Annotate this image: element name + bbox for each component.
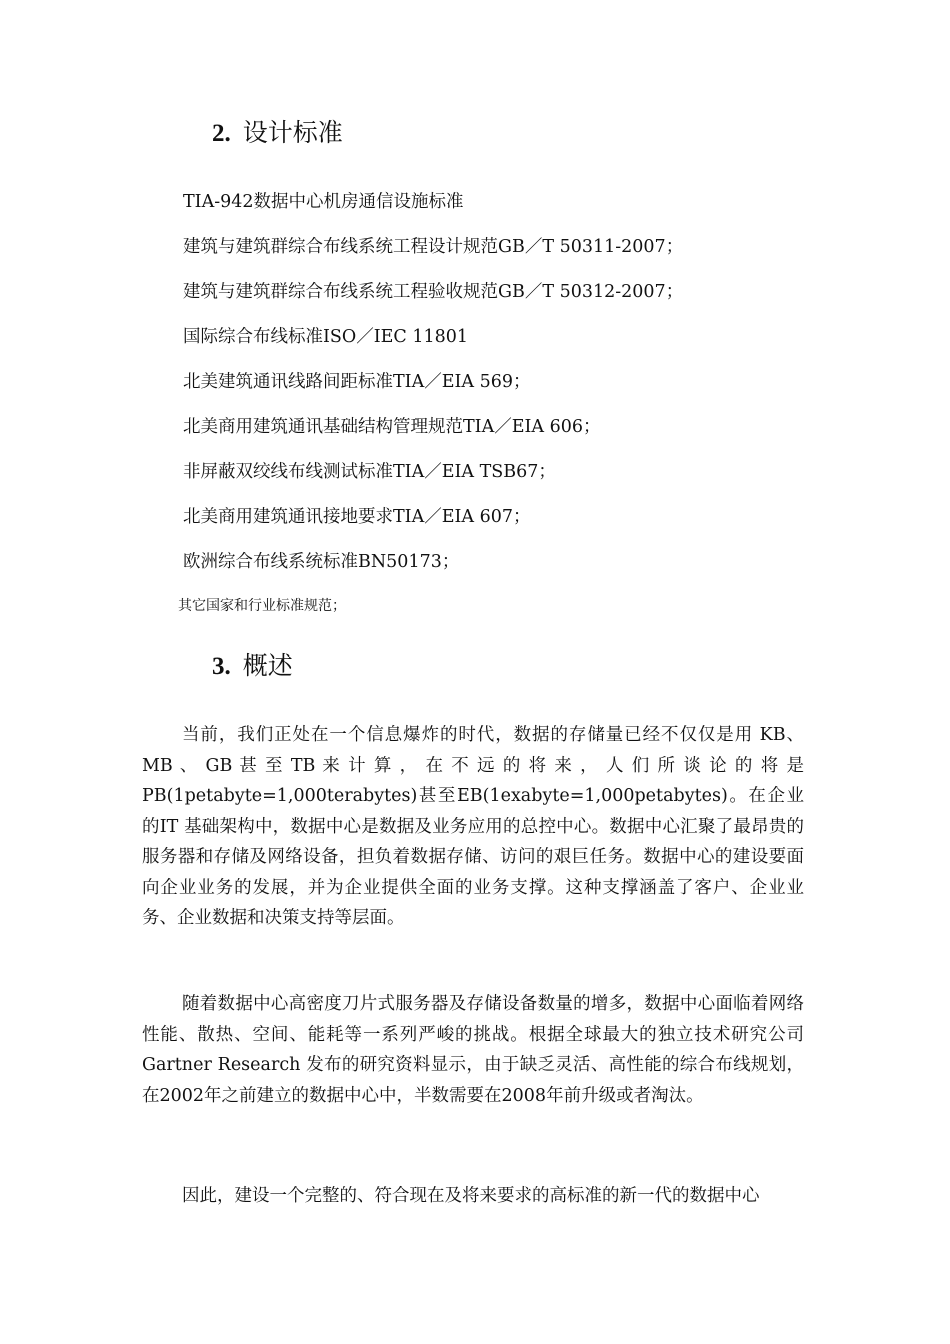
section-title: 概述	[242, 651, 293, 680]
list-item: 北美商用建筑通讯接地要求TIA／EIA 607；	[183, 507, 531, 527]
section-number: 3.	[212, 653, 231, 680]
list-item: 国际综合布线标准ISO／IEC 11801	[183, 327, 469, 347]
list-item: 其它国家和行业标准规范；	[178, 598, 346, 614]
list-item: 北美建筑通讯线路间距标准TIA／EIA 569；	[183, 372, 531, 392]
list-item: 建筑与建筑群综合布线系统工程验收规范GB／T 50312-2007；	[183, 282, 684, 302]
list-item: TIA-942数据中心机房通信设施标准	[183, 192, 464, 212]
list-item: 欧洲综合布线系统标准BN50173；	[183, 552, 460, 572]
section-heading-design-standards	[212, 118, 343, 149]
overview-paragraph-1: 当前，我们正处在一个信息爆炸的时代，数据的存储量已经不仅仅是用 KB、MB 、 GB 甚 至 TB 来 计 算 ， 在 不 远 的 将 来 ， 人 们 所 谈 论 的 将 是 PB(1petabyte=1,000terabytes)甚至EB(1exabyte=1,000petabytes)。在企业的IT 基础架构中，数据中心是数据及业务应用的总控中心。数据中心汇聚了最昂贵的服务器和存储及网络设备，担负着数据存储、访问的艰巨任务。数据中心的建设要面向企业业务的发展，并为企业提供全面的业务支撑。这种支撑涵盖了客户、企业业务、企业数据和决策支持等层面。	[142, 725, 804, 928]
section-title: 设计标准	[242, 118, 343, 147]
list-item: 北美商用建筑通讯基础结构管理规范TIA／EIA 606；	[183, 417, 601, 437]
standards-list	[178, 188, 684, 638]
list-item: 建筑与建筑群综合布线系统工程设计规范GB／T 50311-2007；	[183, 237, 684, 257]
list-item: 非屏蔽双绞线布线测试标准TIA／EIA TSB67；	[183, 462, 556, 482]
overview-paragraph-2: 随着数据中心高密度刀片式服务器及存储设备数量的增多，数据中心面临着网络性能、散热、空间、能耗等一系列严峻的挑战。根据全球最大的独立技术研究公司Gartner Research 发布的研究资料显示，由于缺乏灵活、高性能的综合布线规划，在2002年之前建立的数据中心中，半数需要在2008年前升级或者淘汰。	[142, 994, 804, 1106]
section-number: 2.	[212, 120, 231, 147]
section-heading-overview	[212, 651, 293, 682]
overview-paragraph-3: 因此，建设一个完整的、符合现在及将来要求的高标准的新一代的数据中心	[182, 1186, 760, 1206]
